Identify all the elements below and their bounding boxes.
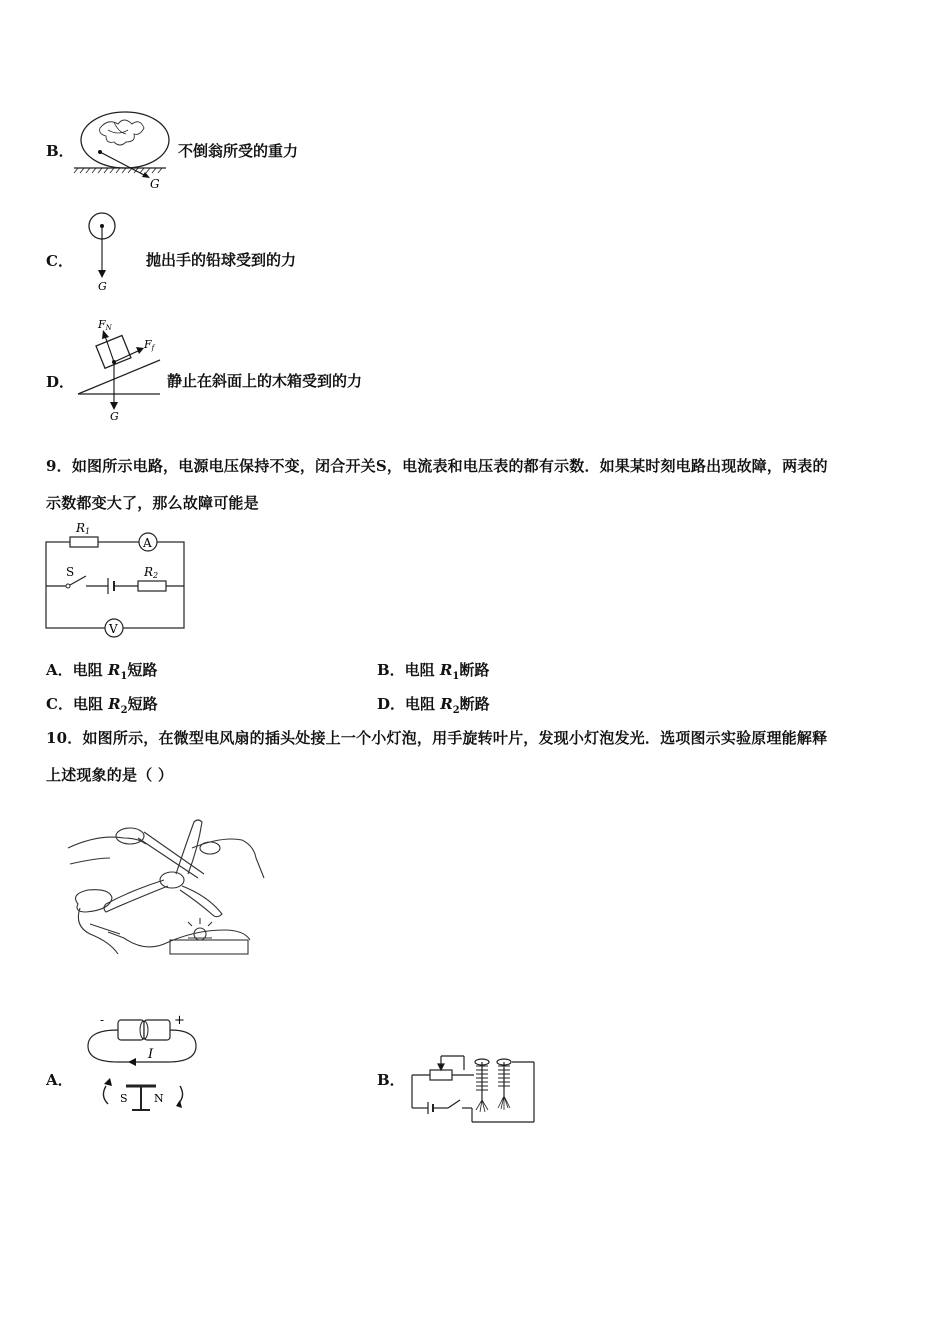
r1-label: R — [76, 521, 86, 535]
south-pole-label: S — [120, 1092, 128, 1105]
option-b-label: B． — [46, 142, 74, 160]
q9-stem-line2: 示数都变大了，那么故障可能是 — [46, 494, 259, 512]
circuit-diagram — [40, 518, 190, 640]
option-d-label: D． — [46, 373, 75, 391]
positive-terminal-label: + — [174, 1013, 185, 1028]
rheostat — [430, 1070, 452, 1080]
q9-option-a[interactable]: A．电阻 $R_1$短路 — [46, 661, 158, 682]
option-d-text: 静止在斜面上的木箱受到的力 — [167, 372, 363, 390]
svg-text:FN — [97, 318, 113, 332]
q10-stem-line1: 10．如图所示，在微型电风扇的插头处接上一个小灯泡，用手旋转叶片，发现小灯泡发光．选项图示实验原理能解释 — [46, 729, 828, 747]
gravity-label: G — [110, 410, 119, 423]
resistor-r2 — [138, 581, 166, 591]
q9-option-c[interactable]: C．电阻 $R_2$短路 — [46, 695, 158, 716]
shot-put-diagram — [84, 208, 124, 294]
resistor-r1 — [70, 537, 98, 547]
oersted-experiment-diagram — [84, 1012, 200, 1112]
friction-label: F — [144, 338, 152, 351]
q10-option-a-label[interactable]: A． — [46, 1071, 73, 1089]
option-c-text: 抛出手的铅球受到的力 — [146, 251, 297, 269]
svg-text:R1 — [75, 521, 90, 536]
q10-option-b-label[interactable]: B． — [377, 1071, 405, 1089]
electromagnet-experiment-diagram — [408, 1050, 538, 1126]
tumbler-diagram — [70, 108, 180, 190]
incline-box-diagram — [74, 312, 166, 424]
fan-lamp-illustration — [60, 808, 270, 970]
voltmeter-label: V — [109, 622, 118, 636]
r2-subscript: 2 — [153, 571, 159, 580]
gravity-label: G — [150, 177, 160, 190]
north-pole-label: N — [154, 1092, 164, 1105]
option-c-label: C． — [46, 252, 73, 270]
q9-stem-line1: 9．如图所示电路，电源电压保持不变，闭合开关S，电流表和电压表的都有示数．如果某时刻电路出现故障，两表的 — [46, 457, 828, 475]
r1-subscript: 1 — [85, 527, 91, 536]
q9-option-d[interactable]: D．电阻 $R_2$断路 — [377, 695, 490, 716]
friction-subscript: f — [151, 344, 155, 352]
switch-label: S — [66, 565, 75, 579]
r2-label: R — [144, 565, 154, 579]
option-b-text: 不倒翁所受的重力 — [178, 142, 299, 160]
current-label: I — [148, 1047, 154, 1062]
ammeter-label: A — [143, 536, 152, 550]
svg-text:Ff — [143, 338, 156, 352]
svg-text:R2 — [143, 565, 158, 580]
q9-option-b[interactable]: B．电阻 $R_1$断路 — [377, 661, 490, 682]
normal-force-label: F — [98, 318, 106, 331]
q10-stem-line2: 上述现象的是（ ） — [46, 766, 174, 784]
gravity-label: G — [98, 280, 107, 293]
normal-force-subscript: N — [105, 324, 112, 332]
negative-terminal-label: - — [100, 1013, 105, 1027]
